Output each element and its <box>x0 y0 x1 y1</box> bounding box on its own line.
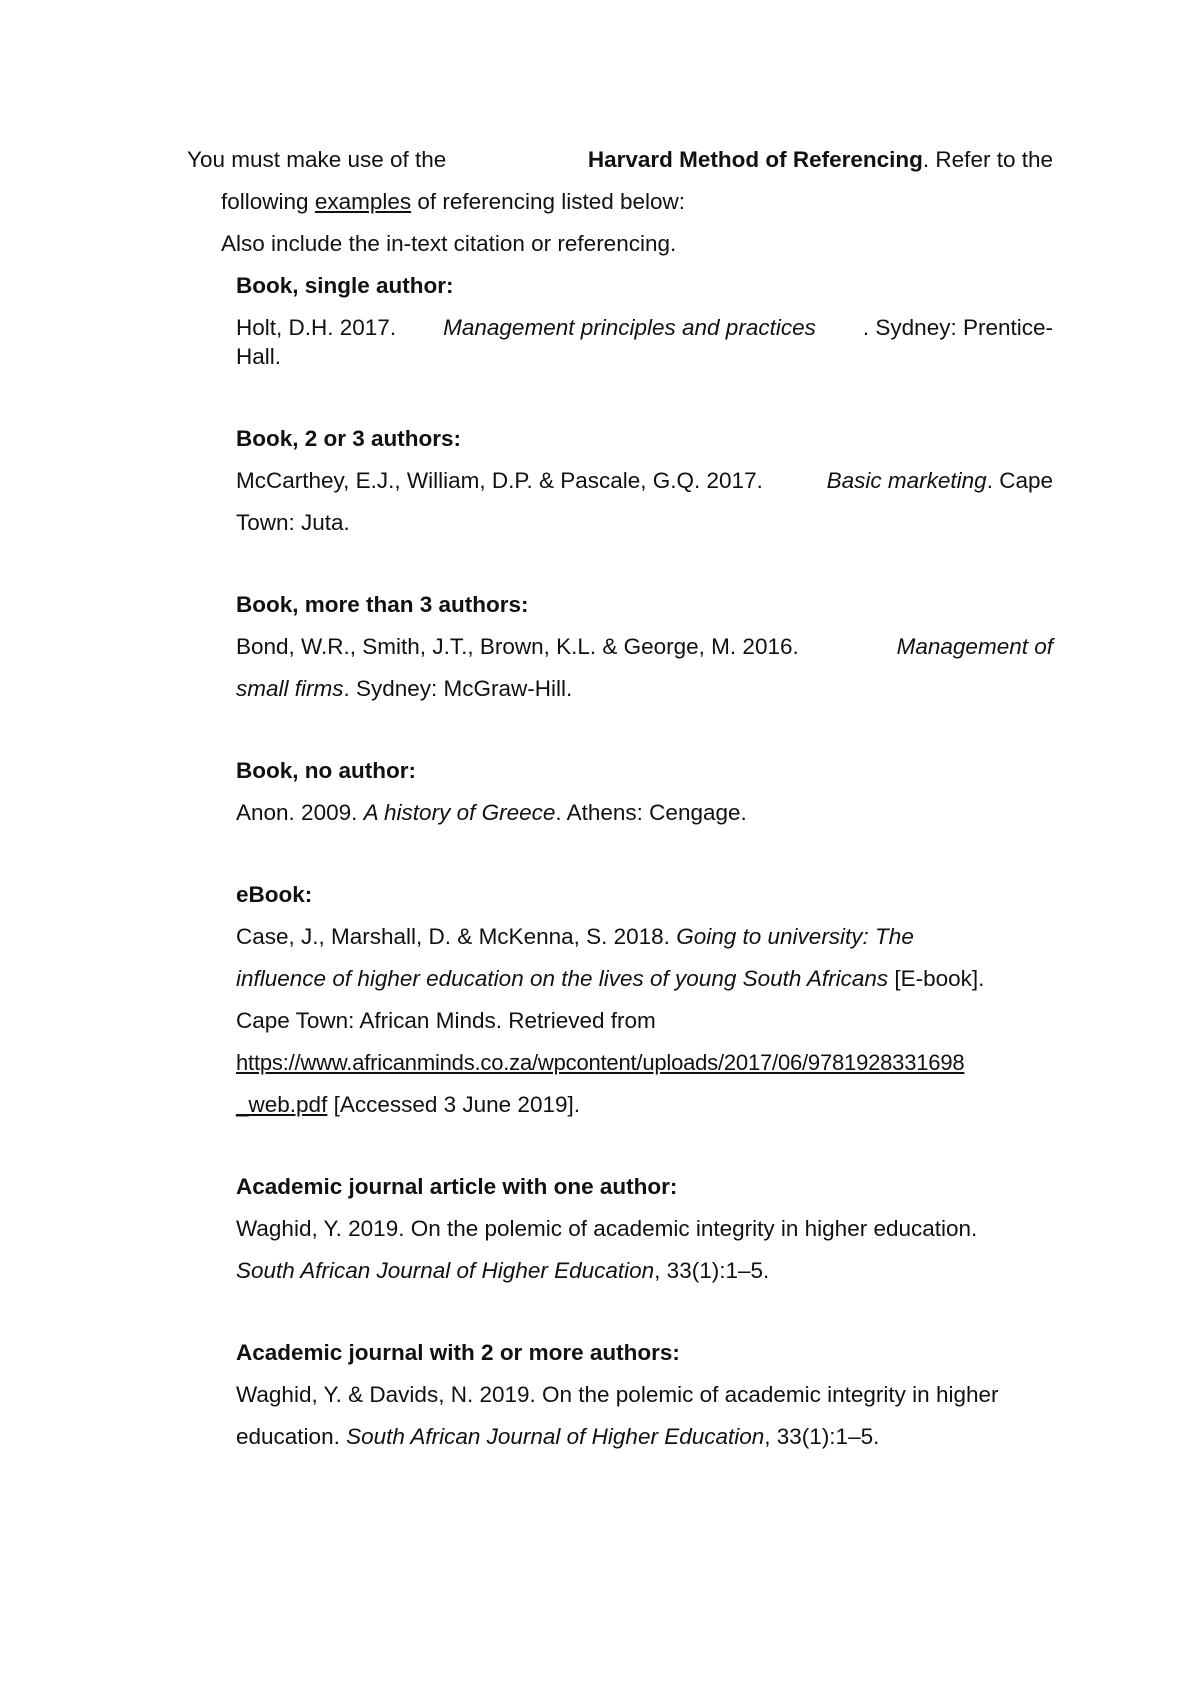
reference-ebook-cont <box>236 966 984 992</box>
reference-journal: South African Journal of Higher Education <box>236 1258 655 1283</box>
reference-text: education. <box>236 1424 340 1449</box>
reference-publisher: . Sydney: Prentice- <box>862 315 1053 340</box>
reference-authors: Bond, W.R., Smith, J.T., Brown, K.L. & George, M. 2016. <box>236 634 799 659</box>
reference-book-single-author-cont <box>236 344 281 370</box>
reference-publisher: . Sydney: McGraw-Hill. <box>343 676 573 701</box>
reference-title: Going to university: The <box>676 924 914 949</box>
examples-link[interactable]: examples <box>314 189 412 214</box>
reference-ebook-url <box>236 1050 964 1076</box>
intro-text: of referencing listed below: <box>417 189 686 214</box>
ebook-url-link-cont[interactable]: _web.pdf <box>236 1092 328 1117</box>
reference-text: Waghid, Y. 2019. On the polemic of academic integrity in higher education. <box>236 1216 978 1241</box>
intro-text: You must make use of the <box>187 147 447 172</box>
intro-text: Also include the in-text citation or referencing. <box>221 231 677 256</box>
heading-journal-one-author: Academic journal article with one author: <box>236 1174 678 1199</box>
reference-text: Waghid, Y. & Davids, N. 2019. On the polemic of academic integrity in higher <box>236 1382 999 1407</box>
ebook-url-link[interactable]: https://www.africanminds.co.za/wpcontent/uploads/2017/06/9781928331698 <box>236 1050 965 1075</box>
reference-book-two-three-authors <box>236 468 1053 494</box>
reference-book-more-than-three-authors <box>236 634 1053 660</box>
reference-authors: Case, J., Marshall, D. & McKenna, S. 2018. <box>236 924 670 949</box>
reference-publisher: Hall. <box>236 344 282 369</box>
reference-journal-multiple-authors <box>236 1382 998 1408</box>
reference-title: Management principles and practices <box>443 315 816 340</box>
intro-line-1 <box>187 147 1053 173</box>
reference-authors: Anon. 2009. <box>236 800 358 825</box>
heading-ebook: eBook: <box>236 882 313 907</box>
heading-book-more-than-three-authors: Book, more than 3 authors: <box>236 592 529 617</box>
heading-book-two-three-authors: Book, 2 or 3 authors: <box>236 426 462 451</box>
reference-publisher: . Athens: Cengage. <box>555 800 747 825</box>
reference-title: Basic marketing <box>826 468 987 493</box>
reference-accessed: [Accessed 3 June 2019]. <box>327 1092 580 1117</box>
reference-title: Management of <box>896 634 1053 659</box>
reference-ebook-publisher <box>236 1008 656 1034</box>
reference-title: small firms <box>236 676 344 701</box>
reference-ebook <box>236 924 914 950</box>
reference-ebook-url-cont <box>236 1092 580 1118</box>
harvard-method-label: Harvard Method of Referencing <box>587 147 923 172</box>
reference-book-single-author <box>236 315 1053 341</box>
reference-issue: , 33(1):1–5. <box>654 1258 770 1283</box>
reference-issue: , 33(1):1–5. <box>764 1424 880 1449</box>
reference-journal-multiple-authors-cont <box>236 1424 879 1450</box>
heading-journal-multiple-authors: Academic journal with 2 or more authors: <box>236 1340 680 1365</box>
reference-journal-one-author-cont <box>236 1258 769 1284</box>
heading-book-no-author: Book, no author: <box>236 758 416 783</box>
intro-line-3 <box>221 231 676 257</box>
reference-publisher: Cape Town: African Minds. Retrieved from <box>236 1008 656 1033</box>
reference-authors: McCarthey, E.J., William, D.P. & Pascale, G.Q. 2017. <box>236 468 763 493</box>
reference-journal: South African Journal of Higher Education <box>346 1424 765 1449</box>
reference-format: [E-book]. <box>888 966 985 991</box>
reference-publisher: Town: Juta. <box>236 510 350 535</box>
reference-publisher: . Cape <box>986 468 1053 493</box>
reference-book-more-than-three-authors-cont <box>236 676 572 702</box>
heading-book-single-author: Book, single author: <box>236 273 454 298</box>
intro-text: following <box>221 189 309 214</box>
reference-title: influence of higher education on the lives of young South Africans <box>236 966 889 991</box>
reference-book-two-three-authors-cont <box>236 510 350 536</box>
reference-authors: Holt, D.H. 2017. <box>236 315 397 340</box>
reference-title: A history of Greece <box>363 800 556 825</box>
reference-book-no-author <box>236 800 747 826</box>
intro-line-2 <box>221 189 685 215</box>
intro-text-suffix: . Refer to the <box>922 147 1053 172</box>
reference-journal-one-author <box>236 1216 977 1242</box>
